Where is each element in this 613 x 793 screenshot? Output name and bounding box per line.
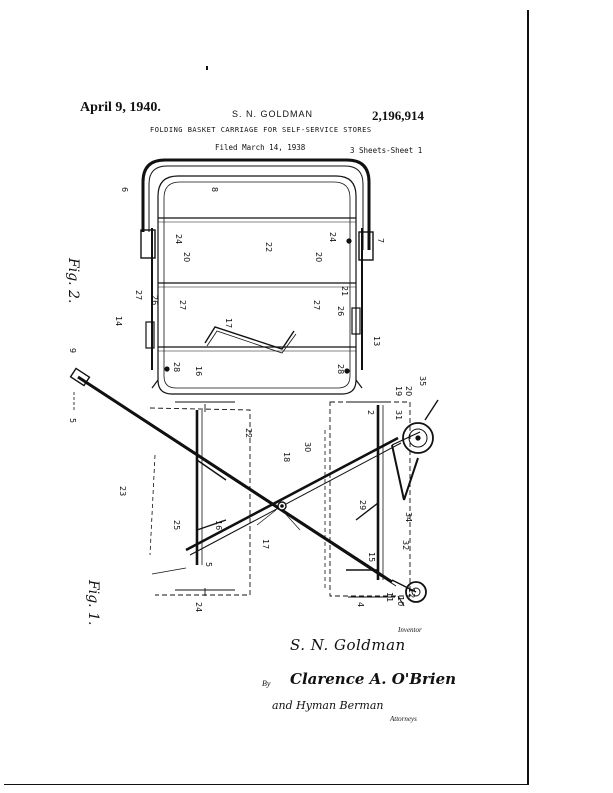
svg-text:20: 20 (182, 252, 191, 263)
svg-text:23: 23 (118, 486, 127, 497)
svg-text:19: 19 (394, 386, 403, 397)
svg-text:27: 27 (312, 300, 321, 311)
svg-text:26: 26 (150, 295, 159, 306)
patent-number: 2,196,914 (372, 108, 424, 123)
svg-text:20: 20 (314, 252, 323, 263)
svg-text:32: 32 (401, 540, 410, 551)
patent-title: FOLDING BASKET CARRIAGE FOR SELF-SERVICE STORES (150, 126, 372, 134)
svg-text:24: 24 (174, 234, 183, 245)
svg-text:10: 10 (396, 596, 405, 607)
svg-text:25: 25 (172, 520, 181, 531)
svg-text:28: 28 (172, 362, 181, 373)
inventor-label: Inventor (398, 626, 422, 634)
svg-text:2: 2 (366, 410, 375, 416)
svg-text:16: 16 (214, 520, 223, 531)
inventor-signature: S. N. Goldman (290, 636, 406, 654)
svg-text:24: 24 (328, 232, 337, 243)
svg-text:5: 5 (204, 562, 213, 568)
svg-text:17: 17 (261, 539, 270, 550)
svg-text:24: 24 (194, 602, 203, 613)
svg-text:35: 35 (418, 376, 427, 387)
filing-date: Filed March 14, 1938 (215, 143, 306, 152)
fig2-basket-plan (141, 160, 373, 394)
inventor-name-header: S. N. GOLDMAN (232, 109, 314, 119)
sheet-count: 3 Sheets-Sheet 1 (350, 146, 423, 155)
svg-text:27: 27 (178, 300, 187, 311)
svg-text:31: 31 (394, 410, 403, 421)
svg-text:7: 7 (376, 238, 385, 244)
svg-text:26: 26 (336, 306, 345, 317)
svg-text:22: 22 (244, 428, 253, 439)
svg-text:34: 34 (404, 512, 413, 523)
patent-date: April 9, 1940. (80, 100, 161, 115)
svg-text:16: 16 (194, 366, 203, 377)
svg-text:4: 4 (356, 602, 365, 608)
svg-text:27: 27 (134, 290, 143, 301)
svg-text:28: 28 (336, 364, 345, 375)
svg-text:30: 30 (303, 442, 312, 453)
fig1-label: Fig. 1. (85, 580, 101, 626)
svg-text:8: 8 (210, 187, 219, 193)
attorneys-label: Attorneys (390, 715, 417, 723)
fig2-label: Fig. 2. (65, 258, 81, 304)
svg-text:5: 5 (68, 418, 77, 424)
svg-text:22: 22 (264, 242, 273, 253)
by-label: By (262, 679, 271, 688)
attorney-signature: Clarence A. O'Brien (290, 670, 457, 688)
svg-text:9: 9 (68, 348, 77, 354)
svg-text:13: 13 (372, 336, 381, 347)
svg-text:17: 17 (224, 318, 233, 329)
svg-text:11: 11 (385, 592, 394, 603)
svg-text:18: 18 (282, 452, 291, 463)
svg-text:14: 14 (114, 316, 123, 327)
svg-text:20: 20 (404, 386, 413, 397)
svg-text:15: 15 (367, 552, 376, 563)
svg-text:29: 29 (358, 500, 367, 511)
co-attorney-signature: and Hyman Berman (272, 699, 384, 712)
svg-text:21: 21 (340, 286, 349, 297)
svg-text:6: 6 (120, 187, 129, 193)
svg-text:12: 12 (407, 588, 416, 599)
